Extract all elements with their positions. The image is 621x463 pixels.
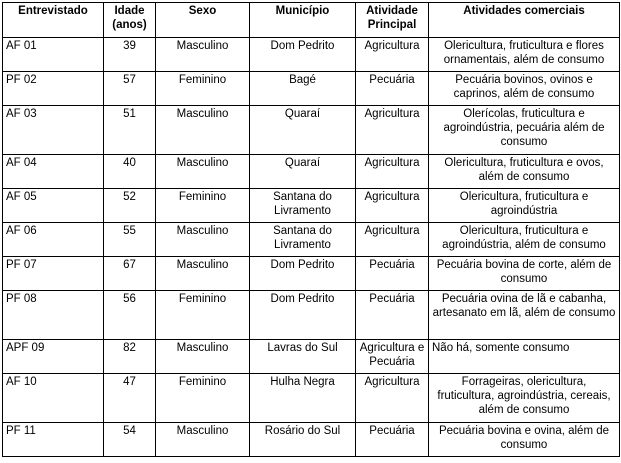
header-municipio: Município (250, 3, 356, 38)
header-idade: Idade (anos) (104, 3, 156, 38)
cell-atividade: Agricultura e Pecuária (356, 340, 429, 374)
cell-entrevistado: AF 06 (3, 223, 104, 257)
cell-sexo: Feminino (156, 374, 250, 423)
cell-comerciais: Olerícolas, fruticultura e agroindústria, pecuária além de consumo (429, 106, 620, 155)
cell-atividade: Agricultura (356, 189, 429, 223)
table-row (3, 155, 620, 189)
cell-sexo: Masculino (156, 106, 250, 155)
cell-idade: 82 (104, 340, 156, 374)
interviewees-table (2, 2, 620, 457)
cell-atividade: Pecuária (356, 423, 429, 457)
table-row (3, 340, 620, 374)
cell-municipio: Quaraí (250, 106, 356, 155)
header-sexo: Sexo (156, 3, 250, 38)
cell-atividade: Agricultura (356, 155, 429, 189)
cell-sexo: Masculino (156, 38, 250, 72)
cell-atividade: Agricultura (356, 374, 429, 423)
header-atividades-comerciais: Atividades comerciais (429, 3, 620, 38)
header-atividade-principal: Atividade Principal (356, 3, 429, 38)
cell-comerciais: Não há, somente consumo (429, 340, 620, 374)
table-header-row (3, 3, 620, 38)
cell-sexo: Feminino (156, 189, 250, 223)
cell-comerciais: Pecuária bovina e ovina, além de consumo (429, 423, 620, 457)
cell-entrevistado: PF 07 (3, 257, 104, 291)
cell-sexo: Masculino (156, 423, 250, 457)
cell-sexo: Masculino (156, 155, 250, 189)
cell-atividade: Pecuária (356, 291, 429, 340)
cell-entrevistado: AF 03 (3, 106, 104, 155)
table-row (3, 38, 620, 72)
cell-entrevistado: APF 09 (3, 340, 104, 374)
cell-comerciais: Olericultura, fruticultura e ovos, além de consumo (429, 155, 620, 189)
cell-entrevistado: PF 08 (3, 291, 104, 340)
cell-idade: 40 (104, 155, 156, 189)
cell-idade: 67 (104, 257, 156, 291)
cell-sexo: Masculino (156, 223, 250, 257)
table-row (3, 72, 620, 106)
cell-idade: 52 (104, 189, 156, 223)
table-row (3, 257, 620, 291)
cell-atividade: Pecuária (356, 72, 429, 106)
cell-municipio: Dom Pedrito (250, 38, 356, 72)
table-row (3, 106, 620, 155)
cell-municipio: Lavras do Sul (250, 340, 356, 374)
table-row (3, 423, 620, 457)
table-row (3, 189, 620, 223)
cell-atividade: Pecuária (356, 257, 429, 291)
cell-sexo: Masculino (156, 340, 250, 374)
table-row (3, 374, 620, 423)
table-row (3, 291, 620, 340)
cell-comerciais: Pecuária bovinos, ovinos e caprinos, além de consumo (429, 72, 620, 106)
cell-entrevistado: AF 01 (3, 38, 104, 72)
cell-sexo: Masculino (156, 257, 250, 291)
cell-idade: 54 (104, 423, 156, 457)
cell-entrevistado: PF 02 (3, 72, 104, 106)
cell-entrevistado: AF 04 (3, 155, 104, 189)
cell-idade: 55 (104, 223, 156, 257)
cell-idade: 57 (104, 72, 156, 106)
cell-sexo: Feminino (156, 291, 250, 340)
cell-atividade: Agricultura (356, 223, 429, 257)
cell-comerciais: Pecuária ovina de lã e cabanha, artesanato em lã, além de consumo (429, 291, 620, 340)
cell-entrevistado: AF 10 (3, 374, 104, 423)
cell-municipio: Bagé (250, 72, 356, 106)
cell-municipio: Quaraí (250, 155, 356, 189)
table-row (3, 223, 620, 257)
cell-atividade: Agricultura (356, 38, 429, 72)
cell-comerciais: Pecuária bovina de corte, além de consumo (429, 257, 620, 291)
cell-comerciais: Olericultura, fruticultura e agroindústria (429, 189, 620, 223)
cell-municipio: Rosário do Sul (250, 423, 356, 457)
cell-municipio: Dom Pedrito (250, 291, 356, 340)
cell-comerciais: Olericultura, fruticultura e flores ornamentais, além de consumo (429, 38, 620, 72)
cell-comerciais: Forrageiras, olericultura, fruticultura, agroindústria, cereais, além de consumo (429, 374, 620, 423)
cell-municipio: Dom Pedrito (250, 257, 356, 291)
cell-sexo: Feminino (156, 72, 250, 106)
cell-idade: 39 (104, 38, 156, 72)
cell-entrevistado: PF 11 (3, 423, 104, 457)
cell-comerciais: Olericultura, fruticultura e agroindústria, além de consumo (429, 223, 620, 257)
cell-municipio: Hulha Negra (250, 374, 356, 423)
header-entrevistado: Entrevistado (3, 3, 104, 38)
cell-municipio: Santana do Livramento (250, 223, 356, 257)
cell-entrevistado: AF 05 (3, 189, 104, 223)
cell-idade: 56 (104, 291, 156, 340)
cell-idade: 51 (104, 106, 156, 155)
cell-idade: 47 (104, 374, 156, 423)
cell-municipio: Santana do Livramento (250, 189, 356, 223)
cell-atividade: Agricultura (356, 106, 429, 155)
